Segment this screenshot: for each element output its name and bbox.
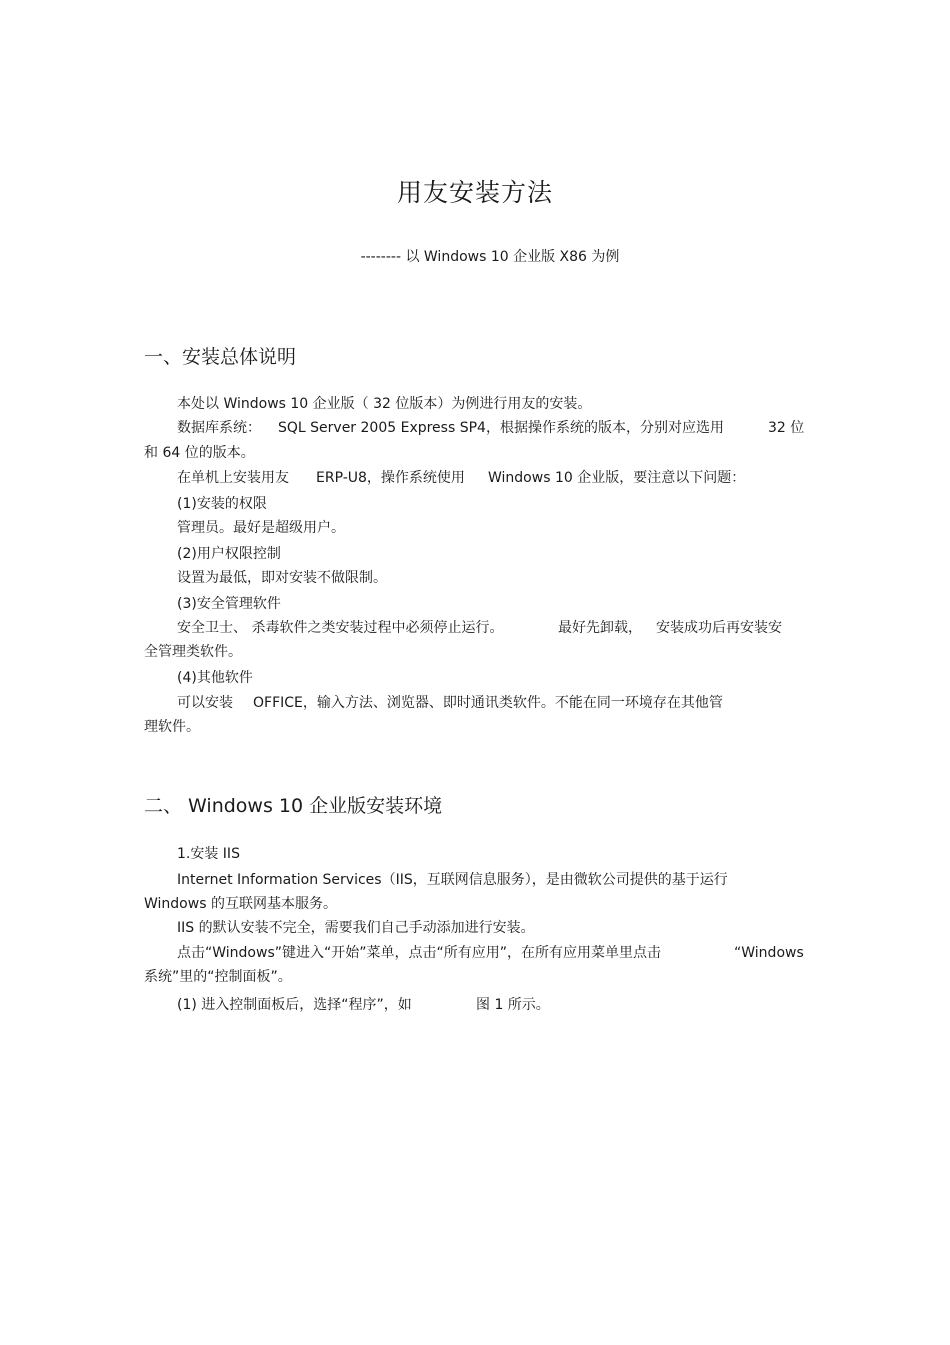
text-span: 最好先卸载， bbox=[558, 620, 642, 636]
list-item-body bbox=[177, 619, 503, 637]
section1-paragraph bbox=[278, 419, 724, 437]
list-item-title: (3)安全管理软件 bbox=[177, 596, 281, 612]
text-span: OFFICE，输入方法、浏览器、即时通讯类软件。不能在同一环境存在其他管 bbox=[253, 695, 723, 711]
section2-paragraph: 系统”里的“控制面板”。 bbox=[144, 969, 292, 985]
text-span: ERP-U8，操作系统使用 bbox=[316, 470, 465, 486]
list-item-body: 全管理类软件。 bbox=[144, 644, 242, 660]
text-span: “Windows bbox=[734, 945, 804, 961]
subsection-title: 1.安装 IIS bbox=[177, 846, 240, 862]
section1-paragraph bbox=[768, 419, 804, 437]
section2-paragraph bbox=[177, 996, 412, 1014]
list-item-body bbox=[177, 694, 233, 712]
section1-paragraph: 和 64 位的版本。 bbox=[144, 445, 255, 461]
text-span: 点击“Windows”键进入“开始”菜单，点击“所有应用”，在所有应用菜单里点击 bbox=[177, 945, 662, 961]
list-item-body bbox=[253, 694, 723, 712]
text-span: SQL Server 2005 Express SP4，根据操作系统的版本，分别对应选用 bbox=[278, 420, 724, 436]
document-subtitle: -------- 以 Windows 10 企业版 X86 为例 bbox=[360, 249, 620, 265]
text-span: 在单机上安装用友 bbox=[177, 470, 289, 486]
section2-paragraph: Internet Information Services（IIS，互联网信息服务），是由微软公司提供的基于运行 bbox=[177, 872, 728, 888]
list-item-body: 管理员。最好是超级用户。 bbox=[177, 520, 345, 536]
list-item-body: 设置为最低，即对安装不做限制。 bbox=[177, 570, 387, 586]
text-span: (1) 进入控制面板后，选择“程序”，如 bbox=[177, 997, 412, 1013]
text-span: 数据库系统： bbox=[177, 420, 261, 436]
text-span: 图 1 所示。 bbox=[476, 997, 550, 1013]
section2-paragraph bbox=[476, 996, 550, 1014]
section1-paragraph bbox=[177, 469, 289, 487]
list-item-body bbox=[558, 619, 642, 637]
text-span: 安全卫士、 杀毒软件之类安装过程中必须停止运行。 bbox=[177, 620, 504, 636]
list-item-title: (4)其他软件 bbox=[177, 670, 253, 686]
document-title: 用友安装方法 bbox=[396, 178, 553, 207]
section2-paragraph bbox=[177, 944, 661, 962]
section1-paragraph bbox=[177, 419, 261, 437]
section1-paragraph bbox=[316, 469, 465, 487]
list-item-body: 理软件。 bbox=[144, 719, 200, 735]
list-item-body bbox=[656, 619, 782, 637]
text-span: 可以安装 bbox=[177, 695, 233, 711]
section2-paragraph: Windows 的互联网基本服务。 bbox=[144, 896, 337, 912]
section1-paragraph: 本处以 Windows 10 企业版（ 32 位版本）为例进行用友的安装。 bbox=[177, 396, 592, 412]
list-item-title: (1)安装的权限 bbox=[177, 496, 267, 512]
text-span: 安装成功后再安装安 bbox=[656, 620, 782, 636]
section2-heading: 二、 Windows 10 企业版安装环境 bbox=[144, 795, 443, 817]
text-span: 32 位 bbox=[768, 420, 805, 436]
section1-heading: 一、安装总体说明 bbox=[144, 346, 297, 368]
list-item-title: (2)用户权限控制 bbox=[177, 546, 281, 562]
section1-paragraph bbox=[488, 469, 745, 487]
text-span: Windows 10 企业版，要注意以下问题： bbox=[488, 470, 746, 486]
section2-paragraph: IIS 的默认安装不完全，需要我们自己手动添加进行安装。 bbox=[177, 920, 535, 936]
section2-paragraph bbox=[734, 944, 804, 962]
